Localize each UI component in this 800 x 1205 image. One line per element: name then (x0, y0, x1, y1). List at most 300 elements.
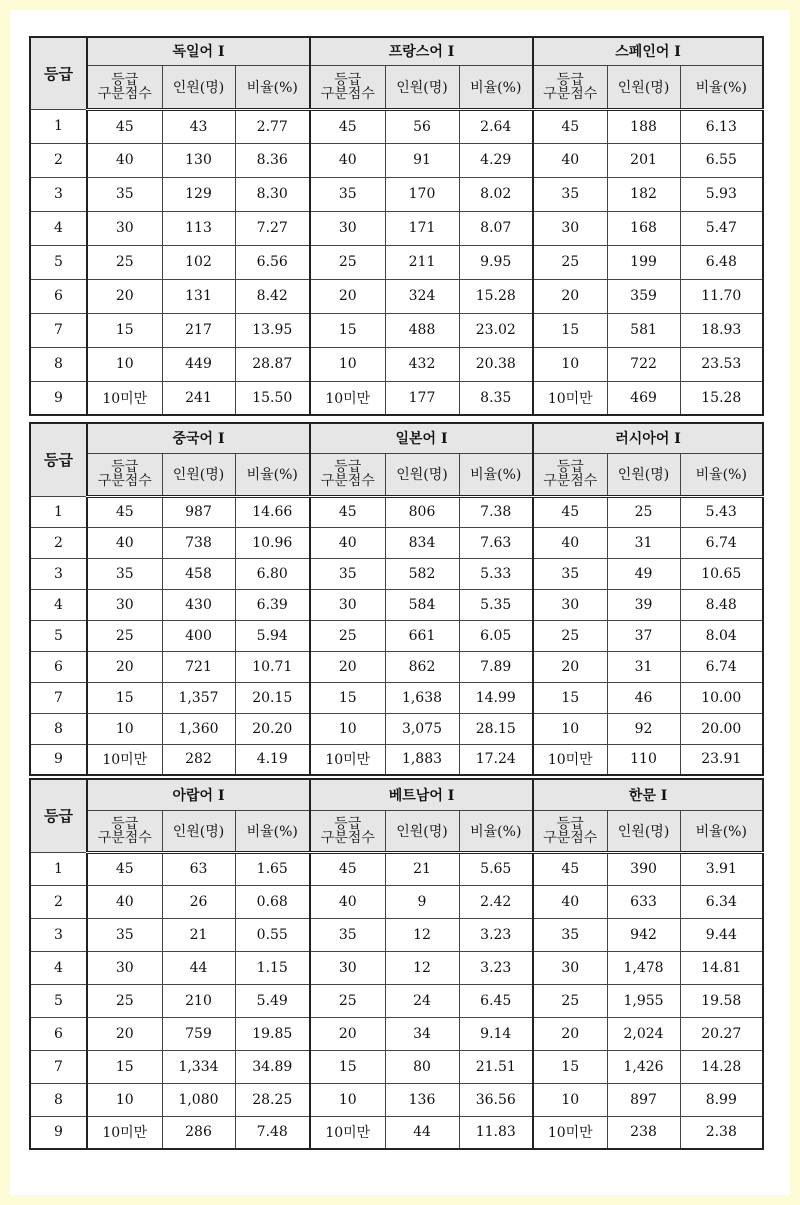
grade-cell: 2 (30, 885, 87, 918)
count-cell: 759 (162, 1017, 235, 1050)
ratio-cell: 6.05 (459, 620, 533, 651)
grade-cell: 3 (30, 918, 87, 951)
count-cell: 834 (385, 527, 459, 558)
grade-cell: 6 (30, 279, 87, 313)
cutoff-header-line2: 구분점수 (543, 473, 598, 489)
ratio-cell: 20.15 (235, 682, 310, 713)
cutoff-cell: 30 (533, 211, 607, 245)
table-row (30, 496, 763, 527)
cutoff-cell: 15 (87, 682, 162, 713)
ratio-cell: 5.94 (235, 620, 310, 651)
cutoff-cell: 45 (310, 496, 385, 527)
count-cell: 241 (162, 381, 235, 415)
count-cell: 24 (385, 984, 459, 1017)
count-cell: 188 (607, 109, 680, 143)
cutoff-column-header (87, 810, 162, 852)
language-header: 스페인어 I (533, 37, 763, 65)
language-header: 한문 I (533, 779, 763, 810)
cutoff-cell: 45 (310, 852, 385, 885)
cutoff-cell: 25 (310, 245, 385, 279)
cutoff-cell: 10미만 (310, 1116, 385, 1149)
cutoff-cell: 35 (310, 558, 385, 589)
table-row (30, 279, 763, 313)
ratio-cell: 36.56 (459, 1083, 533, 1116)
grade-cell: 6 (30, 1017, 87, 1050)
table-row (30, 589, 763, 620)
cutoff-header-line1: 등급 (334, 71, 362, 88)
grade-cell: 5 (30, 620, 87, 651)
count-cell: 488 (385, 313, 459, 347)
cutoff-cell: 20 (533, 651, 607, 682)
count-cell: 12 (385, 951, 459, 984)
count-cell: 21 (162, 918, 235, 951)
cutoff-cell: 25 (310, 984, 385, 1017)
grade-cell: 6 (30, 651, 87, 682)
cutoff-column-header (310, 810, 385, 852)
grade-column-header: 등급 (30, 37, 87, 109)
cutoff-column-header (533, 810, 607, 852)
table-row (30, 918, 763, 951)
count-cell: 862 (385, 651, 459, 682)
count-cell: 31 (607, 651, 680, 682)
cutoff-cell: 10 (87, 1083, 162, 1116)
ratio-cell: 9.14 (459, 1017, 533, 1050)
cutoff-cell: 20 (533, 1017, 607, 1050)
cutoff-cell: 45 (87, 109, 162, 143)
count-cell: 1,334 (162, 1050, 235, 1083)
table-row (30, 682, 763, 713)
cutoff-cell: 30 (310, 589, 385, 620)
cutoff-column-header (310, 65, 385, 109)
cutoff-cell: 20 (533, 279, 607, 313)
count-cell: 170 (385, 177, 459, 211)
grade-cell: 5 (30, 245, 87, 279)
count-cell: 63 (162, 852, 235, 885)
grade-cell: 1 (30, 852, 87, 885)
count-cell: 2,024 (607, 1017, 680, 1050)
count-cell: 34 (385, 1017, 459, 1050)
count-cell: 1,955 (607, 984, 680, 1017)
count-cell: 1,478 (607, 951, 680, 984)
table-row (30, 313, 763, 347)
ratio-cell: 18.93 (680, 313, 763, 347)
ratio-cell: 13.95 (235, 313, 310, 347)
ratio-cell: 6.48 (680, 245, 763, 279)
cutoff-column-header (533, 453, 607, 496)
ratio-cell: 23.02 (459, 313, 533, 347)
cutoff-cell: 10미만 (533, 381, 607, 415)
cutoff-cell: 10미만 (87, 744, 162, 775)
count-cell: 168 (607, 211, 680, 245)
ratio-cell: 5.33 (459, 558, 533, 589)
table-row (30, 381, 763, 415)
ratio-cell: 5.47 (680, 211, 763, 245)
ratio-cell: 8.35 (459, 381, 533, 415)
cutoff-cell: 40 (310, 885, 385, 918)
table-row (30, 1050, 763, 1083)
cutoff-cell: 20 (310, 651, 385, 682)
count-cell: 49 (607, 558, 680, 589)
count-cell: 430 (162, 589, 235, 620)
count-cell: 182 (607, 177, 680, 211)
count-cell: 131 (162, 279, 235, 313)
table-row (30, 143, 763, 177)
cutoff-header-line1: 등급 (111, 815, 139, 832)
ratio-cell: 7.38 (459, 496, 533, 527)
cutoff-header-line1: 등급 (556, 815, 584, 832)
count-cell: 1,638 (385, 682, 459, 713)
grade-cell: 9 (30, 1116, 87, 1149)
count-cell: 1,357 (162, 682, 235, 713)
ratio-cell: 2.42 (459, 885, 533, 918)
count-cell: 171 (385, 211, 459, 245)
table-row (30, 620, 763, 651)
cutoff-cell: 25 (533, 245, 607, 279)
ratio-cell: 4.19 (235, 744, 310, 775)
cutoff-cell: 20 (87, 1017, 162, 1050)
ratio-column-header: 비율(%) (459, 65, 533, 109)
count-cell: 25 (607, 496, 680, 527)
count-cell: 238 (607, 1116, 680, 1149)
language-header: 독일어 I (87, 37, 310, 65)
cutoff-cell: 20 (87, 279, 162, 313)
ratio-cell: 14.28 (680, 1050, 763, 1083)
table-row (30, 744, 763, 775)
ratio-cell: 5.49 (235, 984, 310, 1017)
ratio-cell: 9.44 (680, 918, 763, 951)
ratio-cell: 6.39 (235, 589, 310, 620)
cutoff-cell: 25 (533, 984, 607, 1017)
count-cell: 31 (607, 527, 680, 558)
count-column-header: 인원(명) (385, 65, 459, 109)
ratio-cell: 8.99 (680, 1083, 763, 1116)
grade-cell: 7 (30, 313, 87, 347)
ratio-cell: 20.27 (680, 1017, 763, 1050)
cutoff-header-line2: 구분점수 (543, 829, 598, 846)
cutoff-cell: 25 (310, 620, 385, 651)
grade-cell: 7 (30, 682, 87, 713)
language-header: 프랑스어 I (310, 37, 533, 65)
count-cell: 136 (385, 1083, 459, 1116)
cutoff-header-line1: 등급 (556, 71, 584, 88)
ratio-cell: 19.58 (680, 984, 763, 1017)
language-header: 중국어 I (87, 423, 310, 453)
count-cell: 201 (607, 143, 680, 177)
ratio-cell: 10.71 (235, 651, 310, 682)
count-cell: 633 (607, 885, 680, 918)
cutoff-cell: 40 (87, 527, 162, 558)
table-row (30, 852, 763, 885)
count-cell: 359 (607, 279, 680, 313)
cutoff-header-line2: 구분점수 (97, 473, 152, 489)
cutoff-cell: 40 (310, 143, 385, 177)
ratio-cell: 5.43 (680, 496, 763, 527)
ratio-cell: 20.20 (235, 713, 310, 744)
ratio-cell: 20.38 (459, 347, 533, 381)
ratio-cell: 3.23 (459, 951, 533, 984)
count-cell: 286 (162, 1116, 235, 1149)
cutoff-cell: 10 (310, 713, 385, 744)
cutoff-cell: 15 (87, 313, 162, 347)
count-cell: 102 (162, 245, 235, 279)
cutoff-cell: 40 (533, 143, 607, 177)
cutoff-header-line1: 등급 (111, 71, 139, 88)
cutoff-cell: 45 (310, 109, 385, 143)
cutoff-cell: 35 (87, 918, 162, 951)
ratio-cell: 1.65 (235, 852, 310, 885)
ratio-cell: 8.36 (235, 143, 310, 177)
count-cell: 56 (385, 109, 459, 143)
grade-cell: 4 (30, 589, 87, 620)
cutoff-header-line2: 구분점수 (543, 85, 598, 102)
grade-cell: 8 (30, 1083, 87, 1116)
cutoff-cell: 40 (87, 885, 162, 918)
ratio-cell: 21.51 (459, 1050, 533, 1083)
table-row (30, 177, 763, 211)
count-cell: 582 (385, 558, 459, 589)
ratio-cell: 2.64 (459, 109, 533, 143)
ratio-column-header: 비율(%) (680, 65, 763, 109)
ratio-column-header: 비율(%) (459, 810, 533, 852)
cutoff-column-header (87, 453, 162, 496)
ratio-cell: 2.77 (235, 109, 310, 143)
grade-cell: 2 (30, 143, 87, 177)
cutoff-cell: 15 (310, 682, 385, 713)
table-row (30, 885, 763, 918)
ratio-column-header: 비율(%) (680, 810, 763, 852)
ratio-cell: 6.80 (235, 558, 310, 589)
ratio-cell: 7.48 (235, 1116, 310, 1149)
cutoff-cell: 35 (533, 558, 607, 589)
table-row (30, 951, 763, 984)
count-cell: 722 (607, 347, 680, 381)
cutoff-cell: 10 (310, 1083, 385, 1116)
count-cell: 37 (607, 620, 680, 651)
cutoff-header-line2: 구분점수 (320, 85, 375, 102)
ratio-cell: 5.93 (680, 177, 763, 211)
cutoff-cell: 10미만 (310, 381, 385, 415)
cutoff-header-line2: 구분점수 (97, 829, 152, 846)
grade-table-2 (29, 422, 764, 776)
cutoff-cell: 10 (310, 347, 385, 381)
ratio-cell: 6.13 (680, 109, 763, 143)
count-cell: 432 (385, 347, 459, 381)
count-column-header: 인원(명) (607, 65, 680, 109)
grade-table-1 (29, 36, 764, 416)
ratio-cell: 1.15 (235, 951, 310, 984)
ratio-cell: 7.27 (235, 211, 310, 245)
grade-cell: 8 (30, 713, 87, 744)
cutoff-cell: 35 (87, 177, 162, 211)
grade-cell: 5 (30, 984, 87, 1017)
cutoff-cell: 30 (87, 951, 162, 984)
cutoff-cell: 10 (533, 347, 607, 381)
ratio-cell: 8.30 (235, 177, 310, 211)
grade-cell: 1 (30, 496, 87, 527)
cutoff-cell: 40 (87, 143, 162, 177)
language-header: 러시아어 I (533, 423, 763, 453)
ratio-cell: 14.66 (235, 496, 310, 527)
count-cell: 113 (162, 211, 235, 245)
ratio-cell: 15.50 (235, 381, 310, 415)
count-column-header: 인원(명) (385, 453, 459, 496)
cutoff-cell: 20 (87, 651, 162, 682)
cutoff-cell: 40 (310, 527, 385, 558)
grade-cell: 8 (30, 347, 87, 381)
cutoff-cell: 10미만 (533, 1116, 607, 1149)
cutoff-cell: 30 (533, 589, 607, 620)
count-cell: 110 (607, 744, 680, 775)
ratio-cell: 20.00 (680, 713, 763, 744)
cutoff-header-line2: 구분점수 (320, 473, 375, 489)
ratio-cell: 19.85 (235, 1017, 310, 1050)
count-column-header: 인원(명) (162, 453, 235, 496)
count-cell: 987 (162, 496, 235, 527)
count-column-header: 인원(명) (607, 810, 680, 852)
count-cell: 1,360 (162, 713, 235, 744)
ratio-cell: 6.45 (459, 984, 533, 1017)
count-cell: 199 (607, 245, 680, 279)
language-header: 베트남어 I (310, 779, 533, 810)
count-cell: 661 (385, 620, 459, 651)
count-cell: 806 (385, 496, 459, 527)
ratio-cell: 14.99 (459, 682, 533, 713)
count-cell: 400 (162, 620, 235, 651)
count-cell: 897 (607, 1083, 680, 1116)
cutoff-cell: 10 (533, 713, 607, 744)
count-cell: 43 (162, 109, 235, 143)
cutoff-cell: 45 (87, 852, 162, 885)
ratio-column-header: 비율(%) (235, 810, 310, 852)
count-cell: 129 (162, 177, 235, 211)
ratio-cell: 28.25 (235, 1083, 310, 1116)
count-cell: 581 (607, 313, 680, 347)
count-cell: 458 (162, 558, 235, 589)
ratio-cell: 28.15 (459, 713, 533, 744)
count-cell: 210 (162, 984, 235, 1017)
ratio-column-header: 비율(%) (459, 453, 533, 496)
cutoff-header-line1: 등급 (334, 815, 362, 832)
cutoff-header-line1: 등급 (334, 459, 362, 475)
ratio-cell: 5.35 (459, 589, 533, 620)
count-cell: 91 (385, 143, 459, 177)
ratio-cell: 11.83 (459, 1116, 533, 1149)
count-cell: 390 (607, 852, 680, 885)
ratio-cell: 15.28 (459, 279, 533, 313)
cutoff-cell: 10 (87, 713, 162, 744)
count-cell: 46 (607, 682, 680, 713)
table-row (30, 1116, 763, 1149)
ratio-cell: 7.89 (459, 651, 533, 682)
ratio-cell: 0.68 (235, 885, 310, 918)
ratio-column-header: 비율(%) (235, 453, 310, 496)
ratio-cell: 3.23 (459, 918, 533, 951)
ratio-cell: 2.38 (680, 1116, 763, 1149)
cutoff-cell: 10미만 (533, 744, 607, 775)
count-cell: 211 (385, 245, 459, 279)
count-cell: 21 (385, 852, 459, 885)
table-row (30, 1017, 763, 1050)
count-cell: 469 (607, 381, 680, 415)
ratio-cell: 7.63 (459, 527, 533, 558)
cutoff-cell: 30 (533, 951, 607, 984)
cutoff-cell: 30 (87, 211, 162, 245)
count-column-header: 인원(명) (162, 65, 235, 109)
ratio-cell: 17.24 (459, 744, 533, 775)
language-header: 아랍어 I (87, 779, 310, 810)
count-cell: 721 (162, 651, 235, 682)
table-row (30, 211, 763, 245)
grade-cell: 1 (30, 109, 87, 143)
count-cell: 80 (385, 1050, 459, 1083)
cutoff-cell: 25 (87, 245, 162, 279)
grade-cell: 4 (30, 211, 87, 245)
ratio-cell: 10.96 (235, 527, 310, 558)
cutoff-cell: 35 (310, 177, 385, 211)
ratio-cell: 5.65 (459, 852, 533, 885)
cutoff-column-header (533, 65, 607, 109)
cutoff-cell: 10미만 (310, 744, 385, 775)
count-cell: 177 (385, 381, 459, 415)
ratio-cell: 6.34 (680, 885, 763, 918)
ratio-cell: 8.48 (680, 589, 763, 620)
count-cell: 12 (385, 918, 459, 951)
grade-cell: 2 (30, 527, 87, 558)
ratio-cell: 6.74 (680, 527, 763, 558)
count-cell: 44 (385, 1116, 459, 1149)
cutoff-header-line2: 구분점수 (97, 85, 152, 102)
ratio-cell: 3.91 (680, 852, 763, 885)
count-cell: 1,426 (607, 1050, 680, 1083)
language-header: 일본어 I (310, 423, 533, 453)
count-cell: 217 (162, 313, 235, 347)
cutoff-cell: 45 (533, 852, 607, 885)
ratio-cell: 0.55 (235, 918, 310, 951)
count-cell: 584 (385, 589, 459, 620)
grade-cell: 4 (30, 951, 87, 984)
cutoff-cell: 15 (533, 682, 607, 713)
cutoff-cell: 15 (87, 1050, 162, 1083)
cutoff-cell: 35 (87, 558, 162, 589)
cutoff-cell: 30 (310, 211, 385, 245)
cutoff-header-line2: 구분점수 (320, 829, 375, 846)
table-row (30, 984, 763, 1017)
count-column-header: 인원(명) (607, 453, 680, 496)
cutoff-cell: 15 (310, 313, 385, 347)
ratio-cell: 23.53 (680, 347, 763, 381)
cutoff-cell: 20 (310, 1017, 385, 1050)
cutoff-cell: 10 (533, 1083, 607, 1116)
grade-cell: 3 (30, 177, 87, 211)
ratio-cell: 6.55 (680, 143, 763, 177)
cutoff-cell: 35 (533, 177, 607, 211)
cutoff-cell: 45 (533, 496, 607, 527)
cutoff-cell: 10 (87, 347, 162, 381)
ratio-cell: 10.00 (680, 682, 763, 713)
cutoff-cell: 30 (310, 951, 385, 984)
count-cell: 3,075 (385, 713, 459, 744)
ratio-cell: 8.07 (459, 211, 533, 245)
count-cell: 1,883 (385, 744, 459, 775)
ratio-cell: 14.81 (680, 951, 763, 984)
ratio-cell: 15.28 (680, 381, 763, 415)
table-row (30, 651, 763, 682)
grade-cell: 9 (30, 381, 87, 415)
count-cell: 92 (607, 713, 680, 744)
table-row (30, 713, 763, 744)
cutoff-cell: 40 (533, 885, 607, 918)
count-cell: 130 (162, 143, 235, 177)
